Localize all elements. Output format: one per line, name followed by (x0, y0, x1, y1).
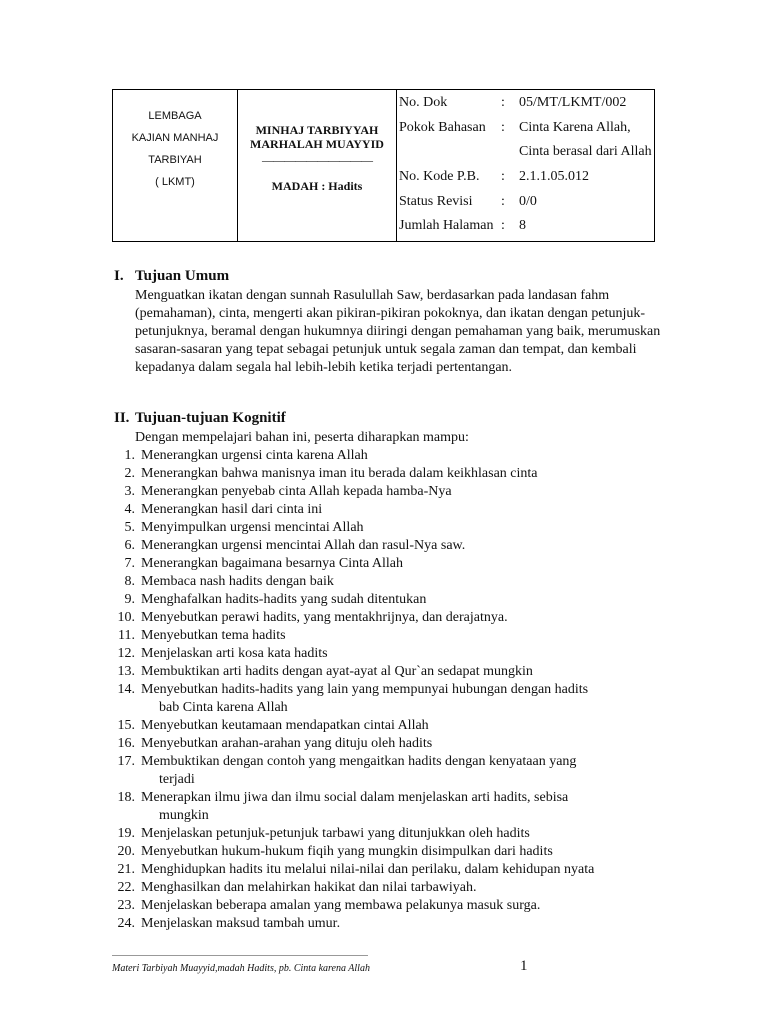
list-item (114, 717, 674, 735)
list-item-number: 5. (124, 520, 135, 535)
list-item (114, 825, 674, 843)
info-key: No. Dok (399, 95, 448, 110)
list-item-number: 3. (124, 484, 135, 499)
list-item-text: Menyebutkan hukum-hukum fiqih yang mungkin disimpulkan dari hadits (141, 844, 553, 859)
list-item-number: 8. (124, 574, 135, 589)
list-item-text-continued: terjadi (159, 772, 195, 787)
list-item (114, 519, 674, 537)
list-item (114, 483, 674, 501)
info-row-revision (399, 191, 654, 216)
list-item-text-wrapper (138, 519, 674, 537)
list-item-text-wrapper (138, 681, 674, 717)
section-number: II. (114, 410, 130, 426)
list-item-number: 23. (117, 898, 135, 913)
footer-divider (112, 955, 368, 956)
list-item-text-wrapper (138, 915, 674, 933)
section-heading-cognitive-goals (114, 410, 286, 427)
institution-line-2: KAJIAN MANHAJ (131, 132, 219, 144)
section-number: I. (114, 268, 124, 284)
curriculum-separator: —————————— (262, 153, 372, 167)
list-item-text: Menyebutkan keutamaan mendapatkan cintai Allah (141, 718, 429, 733)
list-item-text-wrapper (138, 717, 674, 735)
list-item (114, 915, 674, 933)
list-item-text: Menyebutkan tema hadits (141, 628, 286, 643)
list-item-text-wrapper (138, 465, 674, 483)
list-item (114, 897, 674, 915)
list-item-text-wrapper (138, 573, 674, 591)
info-value: 05/MT/LKMT/002 (519, 95, 627, 110)
list-item (114, 789, 674, 825)
list-item-text: Membuktikan dengan contoh yang mengaitkan hadits dengan kenyataan yang (141, 754, 577, 769)
list-item-text: Menghafalkan hadits-hadits yang sudah ditentukan (141, 592, 427, 607)
list-item-text-wrapper (138, 627, 674, 645)
document-info-cell (397, 90, 654, 241)
info-key: Pokok Bahasan (399, 119, 486, 135)
list-item-number: 24. (117, 916, 135, 931)
list-item-text: Membaca nash hadits dengan baik (141, 574, 334, 589)
list-item-text: Menerangkan bahwa manisnya iman itu berada dalam keikhlasan cinta (141, 466, 538, 481)
list-item-text-wrapper (138, 735, 674, 753)
list-item-number: 14. (117, 682, 135, 697)
info-row-topic (399, 117, 654, 142)
info-colon: : (501, 95, 505, 110)
list-item-number: 21. (117, 862, 135, 877)
list-item-text-wrapper (138, 591, 674, 609)
list-item-text-wrapper (138, 483, 674, 501)
list-item-text-wrapper (138, 753, 674, 789)
footer-caption: Materi Tarbiyah Muayyid,madah Hadits, pb. Cinta karena Allah (112, 963, 370, 974)
list-item (114, 735, 674, 753)
list-item-text: Menerangkan urgensi cinta karena Allah (141, 448, 368, 463)
list-item-number: 13. (117, 664, 135, 679)
page-number: 1 (520, 958, 528, 974)
list-item (114, 663, 674, 681)
info-colon: : (501, 193, 505, 209)
list-item-text-wrapper (138, 843, 674, 861)
list-item (114, 843, 674, 861)
list-item-text: Menerangkan hasil dari cinta ini (141, 502, 323, 517)
list-item-text-wrapper (138, 555, 674, 573)
list-item-number: 17. (117, 754, 135, 769)
document-header-table (112, 89, 655, 242)
list-item-text: Menyebutkan perawi hadits, yang mentakhrijnya, dan derajatnya. (141, 610, 508, 625)
list-item-text-wrapper (138, 825, 674, 843)
list-item-text: Menjelaskan maksud tambah umur. (141, 916, 341, 931)
info-key: No. Kode P.B. (399, 169, 480, 184)
list-item (114, 555, 674, 573)
list-item-number: 12. (117, 646, 135, 661)
list-item-text-wrapper (138, 609, 674, 627)
list-item (114, 609, 674, 627)
list-item-number: 7. (124, 556, 135, 571)
list-item (114, 591, 674, 609)
info-colon: : (501, 119, 505, 135)
list-item-number: 6. (124, 538, 135, 553)
info-value: 0/0 (519, 193, 537, 209)
list-item-number: 1. (124, 448, 135, 463)
info-colon: : (501, 169, 505, 184)
list-item-number: 4. (124, 502, 135, 517)
curriculum-cell (238, 90, 397, 241)
list-item-text-wrapper (138, 537, 674, 555)
info-row-code (399, 166, 654, 191)
list-item (114, 681, 674, 717)
institution-line-4: ( LKMT) (155, 176, 195, 188)
info-row-doc-number (399, 92, 654, 117)
list-item-text-wrapper (138, 789, 674, 825)
section-title: Tujuan-tujuan Kognitif (135, 410, 286, 426)
madah-label: MADAH : Hadits (271, 179, 363, 193)
info-row-topic-continued (399, 141, 654, 166)
list-item-number: 16. (117, 736, 135, 751)
list-item (114, 645, 674, 663)
list-item (114, 753, 674, 789)
list-item-number: 22. (117, 880, 135, 895)
list-item-text-continued: mungkin (159, 808, 209, 823)
cognitive-goals-intro: Dengan mempelajari bahan ini, peserta diharapkan mampu: (135, 430, 469, 445)
list-item-number: 20. (117, 844, 135, 859)
list-item-text: Menerangkan penyebab cinta Allah kepada hamba-Nya (141, 484, 452, 499)
info-value: 8 (519, 218, 526, 233)
list-item-number: 2. (124, 466, 135, 481)
list-item-text: Menyebutkan arahan-arahan yang dituju oleh hadits (141, 736, 433, 751)
list-item-text: Menghasilkan dan melahirkan hakikat dan nilai tarbawiyah. (141, 880, 477, 895)
list-item-text: Menerapkan ilmu jiwa dan ilmu social dalam menjelaskan arti hadits, sebisa (141, 790, 569, 805)
list-item (114, 447, 674, 465)
list-item-number: 11. (118, 628, 135, 643)
list-item (114, 465, 674, 483)
list-item-text: Menghidupkan hadits itu melalui nilai-nilai dan perilaku, dalam kehidupan nyata (141, 862, 595, 877)
curriculum-title-1: MINHAJ TARBIYYAH (255, 123, 379, 137)
list-item-text: Menyebutkan hadits-hadits yang lain yang mempunyai hubungan dengan hadits (141, 682, 589, 697)
list-item-text: Menyimpulkan urgensi mencintai Allah (141, 520, 364, 535)
list-item (114, 537, 674, 555)
list-item-text-wrapper (138, 663, 674, 681)
list-item-number: 18. (117, 790, 135, 805)
list-item-number: 10. (117, 610, 135, 625)
curriculum-title-2: MARHALAH MUAYYID (250, 137, 384, 151)
info-value: 2.1.1.05.012 (519, 169, 589, 184)
list-item-text: Menjelaskan petunjuk-petunjuk tarbawi yang ditunjukkan oleh hadits (141, 826, 530, 841)
list-item-text-wrapper (138, 897, 674, 915)
list-item-text: Menjelaskan arti kosa kata hadits (141, 646, 328, 661)
info-key: Status Revisi (399, 193, 473, 209)
institution-line-3: TARBIYAH (148, 154, 202, 166)
list-item-text-continued: bab Cinta karena Allah (159, 700, 288, 715)
list-item-text-wrapper (138, 645, 674, 663)
list-item-number: 19. (117, 826, 135, 841)
list-item (114, 861, 674, 879)
list-item (114, 627, 674, 645)
info-colon: : (501, 218, 505, 233)
list-item-text: Menerangkan bagaimana besarnya Cinta Allah (141, 556, 404, 571)
info-colon (501, 141, 519, 166)
list-item (114, 879, 674, 897)
section-heading-general-goal (114, 268, 229, 285)
list-item-text: Membuktikan arti hadits dengan ayat-ayat al Qur`an sedapat mungkin (141, 664, 533, 679)
list-item (114, 573, 674, 591)
list-item-text-wrapper (138, 501, 674, 519)
list-item-text: Menerangkan urgensi mencintai Allah dan rasul-Nya saw. (141, 538, 466, 553)
info-value: Cinta Karena Allah, (519, 119, 631, 135)
list-item (114, 501, 674, 519)
section-title: Tujuan Umum (135, 268, 230, 284)
list-item-text-wrapper (138, 447, 674, 465)
list-item-text: Menjelaskan beberapa amalan yang membawa pelakunya masuk surga. (141, 898, 541, 913)
list-item-text-wrapper (138, 861, 674, 879)
info-row-page-count (399, 215, 654, 240)
list-item-number: 9. (124, 592, 135, 607)
institution-line-1: LEMBAGA (148, 110, 202, 122)
list-item-number: 15. (117, 718, 135, 733)
info-key (399, 141, 501, 166)
general-goal-paragraph: Menguatkan ikatan dengan sunnah Rasulullah Saw, berdasarkan pada landasan fahm (pemahaman), cinta, mengerti akan pikiran-pikiran pokoknya, dan ikatan dengan petunjuk-petunjuknya, beramal dengan hukumnya diiringi dengan pemahaman yang baik, merumuskan sasaran-sasaran yang tepat sebagai petunjuk untuk segala zaman dan tempat, dan kembali kepadanya dalam segala hal lebih-lebih ketika terjadi pertentangan. (135, 288, 661, 375)
list-item-text-wrapper (138, 879, 674, 897)
cognitive-goals-list (114, 447, 674, 933)
institution-cell (113, 90, 238, 241)
info-value: Cinta berasal dari Allah (519, 144, 652, 159)
info-key: Jumlah Halaman (399, 218, 494, 233)
